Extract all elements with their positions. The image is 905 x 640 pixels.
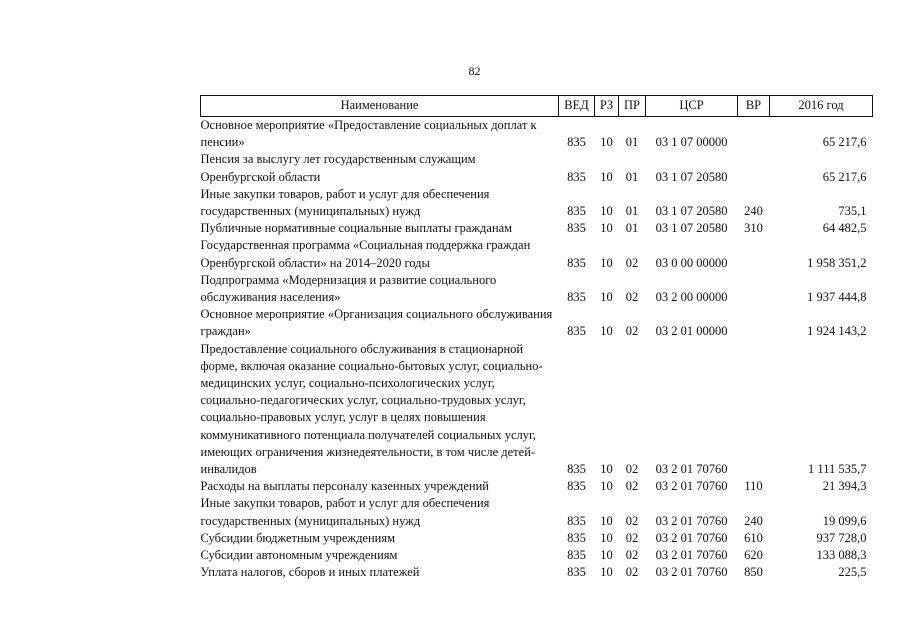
cell-pr: 02 (625, 565, 639, 580)
table-row (201, 478, 873, 495)
cell-rz: 10 (600, 290, 613, 305)
header-rz: РЗ (595, 96, 619, 117)
cell-csr: 03 1 07 00000 (655, 135, 728, 150)
cell-amount: 19 099,6 (822, 513, 867, 528)
page-number: 82 (468, 64, 481, 78)
table-row (201, 530, 873, 547)
cell-rz: 10 (600, 462, 613, 477)
cell-pr: 02 (625, 479, 639, 494)
cell-vr: 850 (744, 565, 763, 580)
cell-amount: 64 482,5 (822, 221, 867, 236)
cell-csr: 03 2 01 70760 (655, 479, 728, 494)
cell-ved: 835 (567, 462, 586, 477)
cell-vr: 620 (744, 548, 763, 563)
cell-csr: 03 2 01 00000 (655, 324, 728, 339)
cell-ved: 835 (567, 255, 586, 270)
cell-vr: 310 (744, 221, 763, 236)
cell-name: Предоставление социального обслуживания в стационарной форме, включая оказание социально-бытовых услуг, социально-медицинских услуг, социально-психологических услуг, социально-педагогических услуг, социально-трудовых услуг, социально-правовых услуг, услуг в целях повышения коммуникативного потенциала получателей социальных услуг, имеющих ограничения жизнедеятельности, в том числе детей-инвалидов (200, 341, 543, 477)
cell-pr: 01 (625, 135, 639, 150)
cell-amount: 1 958 351,2 (807, 255, 867, 270)
cell-name: Публичные нормативные социальные выплаты гражданам (200, 221, 513, 236)
cell-csr: 03 0 00 00000 (655, 255, 728, 270)
cell-name: Государственная программа «Социальная поддержка граждан Оренбургской области» на 2014–2020 годы (200, 238, 531, 270)
cell-ved: 835 (567, 479, 586, 494)
table-header-row (201, 96, 873, 117)
cell-vr (738, 272, 770, 306)
cell-ved: 835 (567, 565, 586, 580)
header-csr: ЦСР (646, 96, 738, 117)
cell-ved: 835 (567, 548, 586, 563)
cell-csr: 03 2 00 00000 (655, 290, 728, 305)
budget-table (200, 95, 873, 581)
cell-csr: 03 1 07 20580 (655, 221, 728, 236)
cell-rz: 10 (600, 324, 613, 339)
cell-pr: 02 (625, 513, 639, 528)
table-row (201, 306, 873, 340)
cell-name: Расходы на выплаты персоналу казенных учреждений (200, 479, 489, 494)
cell-rz: 10 (600, 221, 613, 236)
table-body (201, 117, 873, 582)
cell-amount: 1 924 143,2 (807, 324, 867, 339)
cell-ved: 835 (567, 221, 586, 236)
cell-csr: 03 2 01 70760 (655, 565, 728, 580)
cell-amount: 1 937 444,8 (807, 290, 867, 305)
cell-pr: 02 (625, 548, 639, 563)
cell-vr (738, 237, 770, 271)
table-row (201, 272, 873, 306)
cell-amount: 1 111 535,7 (808, 462, 867, 477)
table-row (201, 341, 873, 479)
header-year: 2016 год (770, 96, 873, 117)
cell-pr: 02 (625, 255, 639, 270)
cell-csr: 03 1 07 20580 (655, 169, 728, 184)
cell-name: Иные закупки товаров, работ и услуг для обеспечения государственных (муниципальных) нужд (200, 186, 490, 219)
cell-name: Пенсия за выслугу лет государственным служащим Оренбургской области (200, 152, 476, 184)
cell-csr: 03 2 01 70760 (655, 513, 728, 528)
header-name: Наименование (201, 96, 559, 117)
cell-name: Основное мероприятие «Предоставление социальных доплат к пенсии» (200, 118, 537, 150)
cell-amount: 65 217,6 (822, 169, 867, 184)
cell-pr: 01 (625, 221, 639, 236)
cell-csr: 03 1 07 20580 (655, 204, 728, 219)
cell-name: Основное мероприятие «Организация социального обслуживания граждан» (200, 307, 553, 339)
table-row (201, 495, 873, 529)
cell-rz: 10 (600, 135, 613, 150)
cell-pr: 02 (625, 290, 639, 305)
cell-name: Субсидии автономным учреждениям (200, 548, 398, 563)
cell-rz: 10 (600, 169, 613, 184)
cell-vr (738, 306, 770, 340)
header-vr: ВР (738, 96, 770, 117)
cell-pr: 01 (625, 204, 639, 219)
cell-rz: 10 (600, 255, 613, 270)
cell-amount: 133 088,3 (816, 548, 867, 563)
cell-name: Подпрограмма «Модернизация и развитие социального обслуживания населения» (200, 272, 497, 305)
cell-ved: 835 (567, 204, 586, 219)
cell-rz: 10 (600, 530, 613, 545)
cell-vr: 240 (744, 513, 763, 528)
cell-ved: 835 (567, 290, 586, 305)
header-pr: ПР (619, 96, 646, 117)
cell-ved: 835 (567, 513, 586, 528)
cell-rz: 10 (600, 513, 613, 528)
cell-ved: 835 (567, 135, 586, 150)
cell-vr (738, 117, 770, 152)
cell-amount: 735,1 (838, 204, 867, 219)
cell-amount: 937 728,0 (816, 530, 867, 545)
table-row (201, 547, 873, 564)
cell-name: Иные закупки товаров, работ и услуг для обеспечения государственных (муниципальных) нужд (200, 496, 490, 528)
cell-amount: 225,5 (838, 565, 867, 580)
cell-rz: 10 (600, 204, 613, 219)
cell-ved: 835 (567, 530, 586, 545)
cell-ved: 835 (567, 324, 586, 339)
table-row (201, 186, 873, 220)
cell-amount: 21 394,3 (822, 479, 867, 494)
cell-ved: 835 (567, 169, 586, 184)
cell-vr: 110 (744, 479, 763, 494)
header-ved: ВЕД (559, 96, 595, 117)
cell-name: Уплата налогов, сборов и иных платежей (200, 565, 420, 580)
cell-pr: 02 (625, 462, 639, 477)
table-row (201, 564, 873, 581)
cell-csr: 03 2 01 70760 (655, 530, 728, 545)
cell-pr: 01 (625, 169, 639, 184)
cell-amount: 65 217,6 (822, 135, 867, 150)
table-row (201, 220, 873, 237)
cell-rz: 10 (600, 548, 613, 563)
cell-name: Субсидии бюджетным учреждениям (200, 530, 396, 545)
table-row (201, 117, 873, 152)
cell-pr: 02 (625, 530, 639, 545)
cell-csr: 03 2 01 70760 (655, 548, 728, 563)
cell-rz: 10 (600, 479, 613, 494)
cell-rz: 10 (600, 565, 613, 580)
cell-vr: 610 (744, 530, 763, 545)
cell-vr (738, 341, 770, 479)
cell-vr: 240 (744, 204, 763, 219)
cell-csr: 03 2 01 70760 (655, 462, 728, 477)
table-row (201, 237, 873, 271)
cell-vr (738, 151, 770, 185)
cell-pr: 02 (625, 324, 639, 339)
table-row (201, 151, 873, 185)
